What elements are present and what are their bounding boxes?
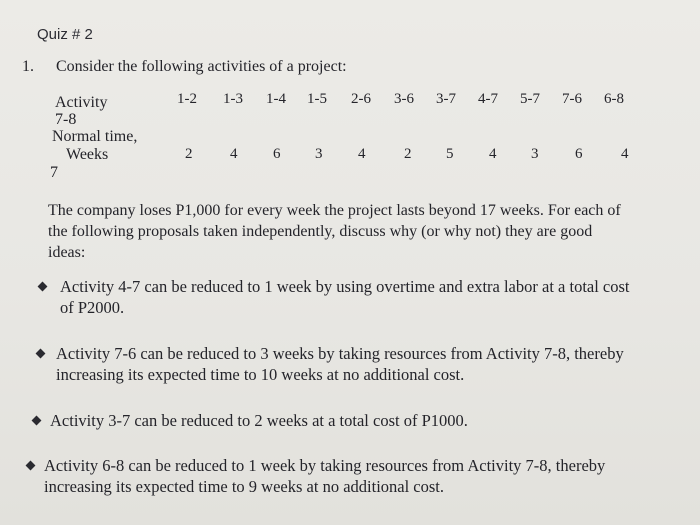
instructions-paragraph [48,200,680,263]
proposal-line: Activity 6-8 can be reduced to 1 week by taking resources from Activity 7-8, thereby [44,456,606,475]
proposal-line: of P2000. [60,298,125,317]
normal-time-cell: 4 [621,146,629,162]
question-text: Consider the following activities of a project: [56,58,347,75]
activity-header: 1-4 [266,91,286,107]
diamond-bullet-icon [32,416,42,426]
activity-header: 2-6 [351,91,371,107]
question-number: 1. [22,58,34,75]
proposal-line: increasing its expected time to 10 weeks at no additional cost. [56,365,465,384]
paragraph-line: ideas: [48,244,86,261]
paragraph-line: the following proposals taken independently, discuss why (or why not) they are good [48,223,593,240]
time-row-label-line2: Weeks [66,146,109,163]
normal-time-cell: 4 [358,146,366,162]
activity-header: 5-7 [520,91,540,107]
normal-time-cell: 6 [273,146,281,162]
paragraph-line: The company loses P1,000 for every week the project lasts beyond 17 weeks. For each of [48,202,621,219]
proposal-line: Activity 3-7 can be reduced to 2 weeks at a total cost of P1000. [50,411,468,430]
activity-header: 3-6 [394,91,414,107]
activity-row-label: Activity [55,94,108,111]
activity-header: 3-7 [436,91,456,107]
proposal-line: Activity 7-6 can be reduced to 3 weeks by taking resources from Activity 7-8, thereby [56,344,624,363]
proposal-line: Activity 4-7 can be reduced to 1 week by using overtime and extra labor at a total cost [60,277,630,296]
normal-time-cell: 3 [531,146,539,162]
activity-header: 1-3 [223,91,243,107]
normal-time-cell: 3 [315,146,323,162]
activity-row-wrap: 7-8 [55,111,77,128]
normal-time-cell: 2 [185,146,193,162]
activity-header: 1-2 [177,91,197,107]
time-row-wrap: 7 [50,164,58,181]
activity-header: 7-6 [562,91,582,107]
quiz-title: Quiz # 2 [37,26,93,43]
normal-time-cell: 4 [489,146,497,162]
activity-header: 1-5 [307,91,327,107]
diamond-bullet-icon [38,282,48,292]
normal-time-cell: 2 [404,146,412,162]
time-row-label-line1: Normal time, [52,128,138,145]
normal-time-cell: 5 [446,146,454,162]
diamond-bullet-icon [36,349,46,359]
activity-header: 4-7 [478,91,498,107]
normal-time-cell: 6 [575,146,583,162]
diamond-bullet-icon [26,461,36,471]
normal-time-cell: 4 [230,146,238,162]
proposal-line: increasing its expected time to 9 weeks at no additional cost. [44,477,445,496]
activity-header: 6-8 [604,91,624,107]
